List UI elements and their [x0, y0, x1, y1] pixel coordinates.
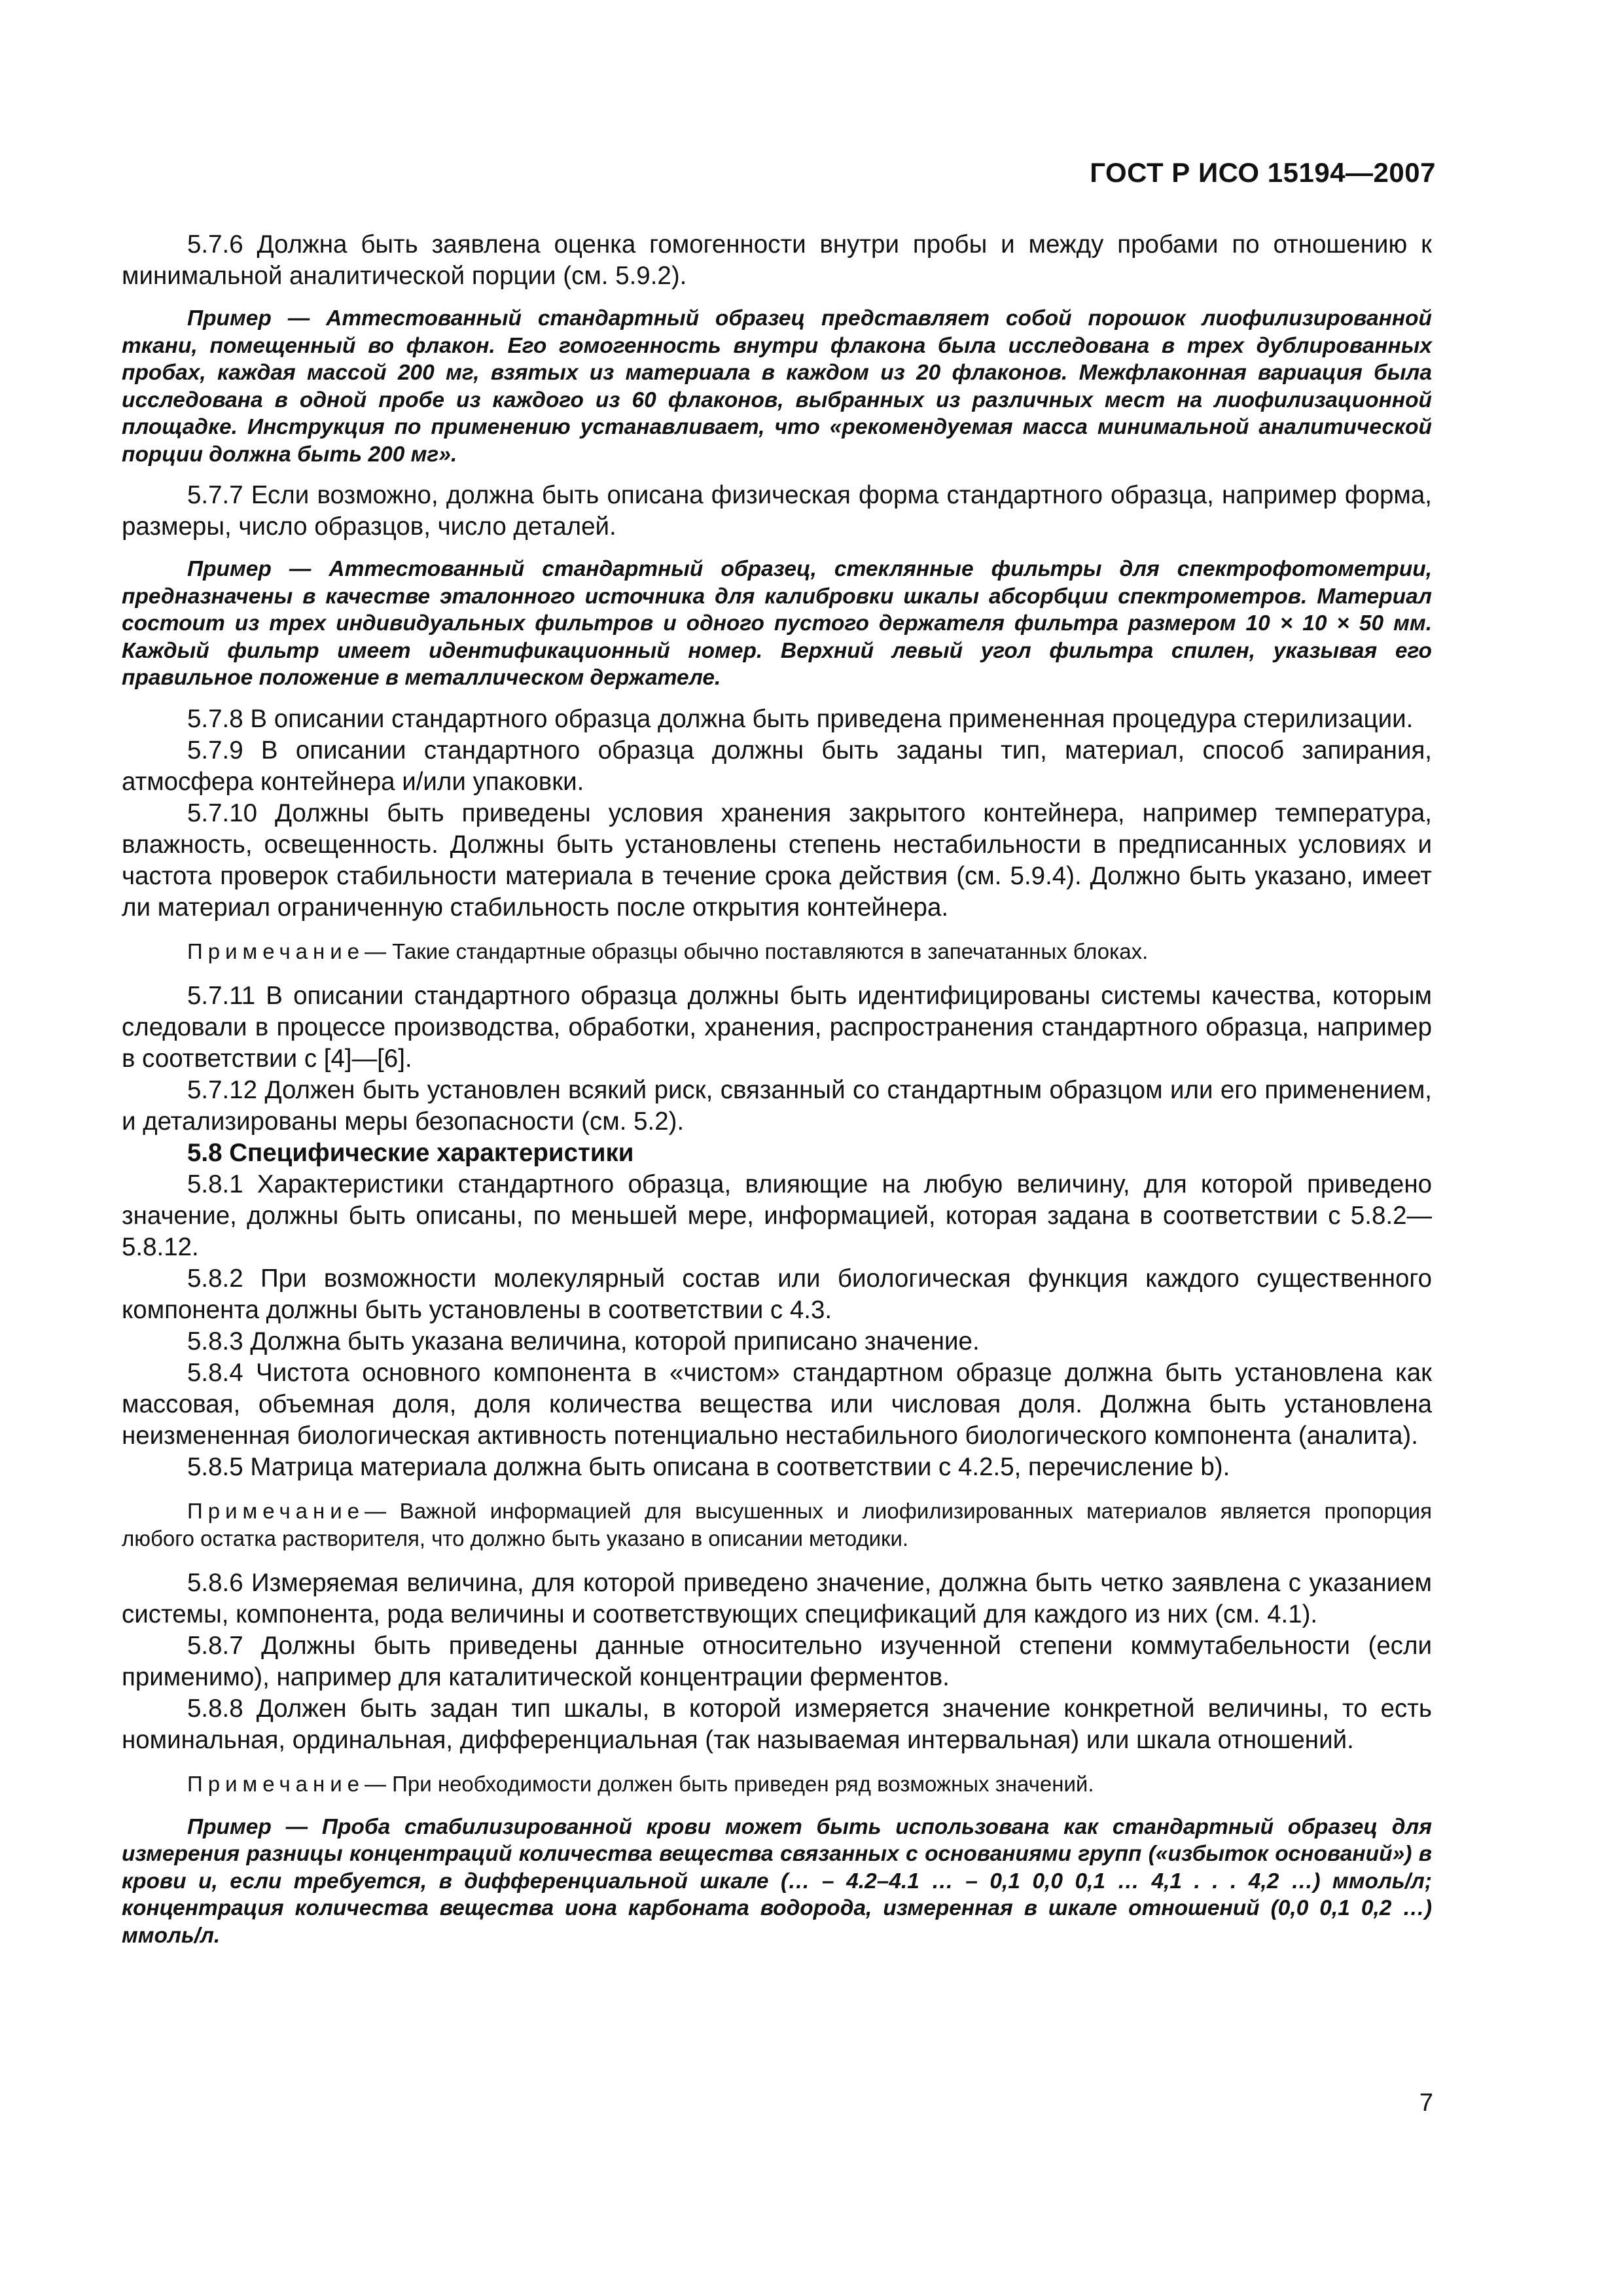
clause-5-8-6: 5.8.6 Измеряемая величина, для которой приведено значение, должна быть четко заявлена с указанием системы, компонента, рода величины и соответствующих спецификаций для каждого из них (см. 4.1).	[122, 1569, 1432, 1628]
note-solvent-residue	[122, 1498, 1432, 1552]
example-lyophilized-tissue: Пример — Аттестованный стандартный образец представляет собой порошок лиофилизированной ткани, помещенный во флакон. Его гомогенность внутри флакона была исследована в трех дублированных пробах, каждая массой 200 мг, взятых из материала в каждом из 20 флаконов. Межфлаконная вариация была исследована в одной пробе из каждого из 60 флаконов, выбранных из различных мест на лиофилизационной площадке. Инструкция по применению устанавливает, что «рекомендуемая масса минимальной аналитической порции должна быть 200 мг».	[122, 306, 1432, 467]
example-glass-filters: Пример — Аттестованный стандартный образец, стеклянные фильтры для спектрофотометрии, предназначены в качестве эталонного источника для калибровки шкалы абсорбции спектрометров. Материал состоит из трех индивидуальных фильтров и одного пустого держателя фильтра размером 10 × 10 × 50 мм. Каждый фильтр имеет идентификационный номер. Верхний левый угол фильтра спилен, указывая его правильное положение в металлическом держателе.	[122, 557, 1432, 690]
page-number: 7	[1419, 2089, 1433, 2117]
document-body	[122, 229, 1432, 1961]
clause-5-8-3: 5.8.3 Должна быть указана величина, которой приписано значение.	[187, 1327, 980, 1355]
note-sealed-blocks	[122, 938, 1432, 965]
clause-5-7-8: 5.7.8 В описании стандартного образца должна быть приведена примененная процедура стерилизации.	[187, 704, 1414, 733]
clause-5-7-10: 5.7.10 Должны быть приведены условия хранения закрытого контейнера, например температура, влажность, освещенность. Должны быть установлены степень нестабильности в предписанных условиях и частота проверок стабильности материала в течение срока действия (см. 5.9.4). Должно быть указано, имеет ли материал ограниченную стабильность после открытия контейнера.	[122, 798, 1432, 922]
note-possible-values	[122, 1770, 1432, 1798]
note-text: — Важной информацией для высушенных и лиофилизированных материалов является пропорция любого остатка растворителя, что должно быть указано в описании методики.	[122, 1499, 1432, 1551]
clause-5-8-1: 5.8.1 Характеристики стандартного образца, влияющие на любую величину, для которой приведено значение, должны быть описаны, по меньшей мере, информацией, которая задана в соответствии с 5.8.2—5.8.12.	[122, 1170, 1432, 1261]
clause-5-8-7: 5.8.7 Должны быть приведены данные относительно изученной степени коммутабельности (если применимо), например для каталитической концентрации ферментов.	[122, 1632, 1432, 1691]
clause-5-8-4: 5.8.4 Чистота основного компонента в «чистом» стандартном образце должна быть установлена как массовая, объемная доля, доля количества вещества или числовая доля. Должна быть установлена неизмененная биологическая активность потенциально нестабильного биологического компонента (аналита).	[122, 1359, 1432, 1450]
note-label: Примечание	[187, 939, 365, 963]
clause-5-7-9: 5.7.9 В описании стандартного образца должны быть заданы тип, материал, способ запирания, атмосфера контейнера и/или упаковки.	[122, 736, 1432, 796]
clause-5-7-11: 5.7.11 В описании стандартного образца должны быть идентифицированы системы качества, которым следовали в процессе производства, обработки, хранения, распространения стандартного образца, например в соответствии с [4]—[6].	[122, 982, 1432, 1073]
note-label: Примечание	[187, 1772, 365, 1796]
note-text: — При необходимости должен быть приведен ряд возможных значений.	[365, 1772, 1094, 1796]
clause-5-7-6: 5.7.6 Должна быть заявлена оценка гомогенности внутри пробы и между пробами по отношению к минимальной аналитической порции (см. 5.9.2).	[122, 230, 1432, 290]
standard-title: ГОСТ Р ИСО 15194—2007	[1090, 157, 1436, 188]
clause-5-8-8: 5.8.8 Должен быть задан тип шкалы, в которой измеряется значение конкретной величины, то есть номинальная, ординальная, дифференциальная (так называемая интервальная) или шкала отношений.	[122, 1695, 1432, 1754]
example-stabilized-blood: Пример — Проба стабилизированной крови может быть использована как стандартный образец для измерения разницы концентраций количества вещества связанных с основаниями групп («избыток оснований») в крови и, если требуется, в дифференциальной шкале (… – 4.2–4.1 … – 0,1 0,0 0,1 … 4,1 . . . 4,2 …) ммоль/л; концентрация количества вещества иона карбоната водорода, измеренная в шкале отношений (0,0 0,1 0,2 …) ммоль/л.	[122, 1814, 1432, 1948]
clause-5-8-2: 5.8.2 При возможности молекулярный состав или биологическая функция каждого существенного компонента должны быть установлены в соответствии с 4.3.	[122, 1265, 1432, 1324]
note-label: Примечание	[187, 1499, 365, 1523]
clause-5-7-12: 5.7.12 Должен быть установлен всякий риск, связанный со стандартным образцом или его применением, и детализированы меры безопасности (см. 5.2).	[122, 1076, 1432, 1136]
clause-5-8-5: 5.8.5 Матрица материала должна быть описана в соответствии с 4.2.5, перечисление b).	[187, 1453, 1230, 1481]
clause-5-7-7: 5.7.7 Если возможно, должна быть описана физическая форма стандартного образца, например форма, размеры, число образцов, число деталей.	[122, 481, 1432, 541]
section-heading-5-8: 5.8 Специфические характеристики	[187, 1139, 634, 1167]
note-text: — Такие стандартные образцы обычно поставляются в запечатанных блоках.	[365, 939, 1149, 963]
